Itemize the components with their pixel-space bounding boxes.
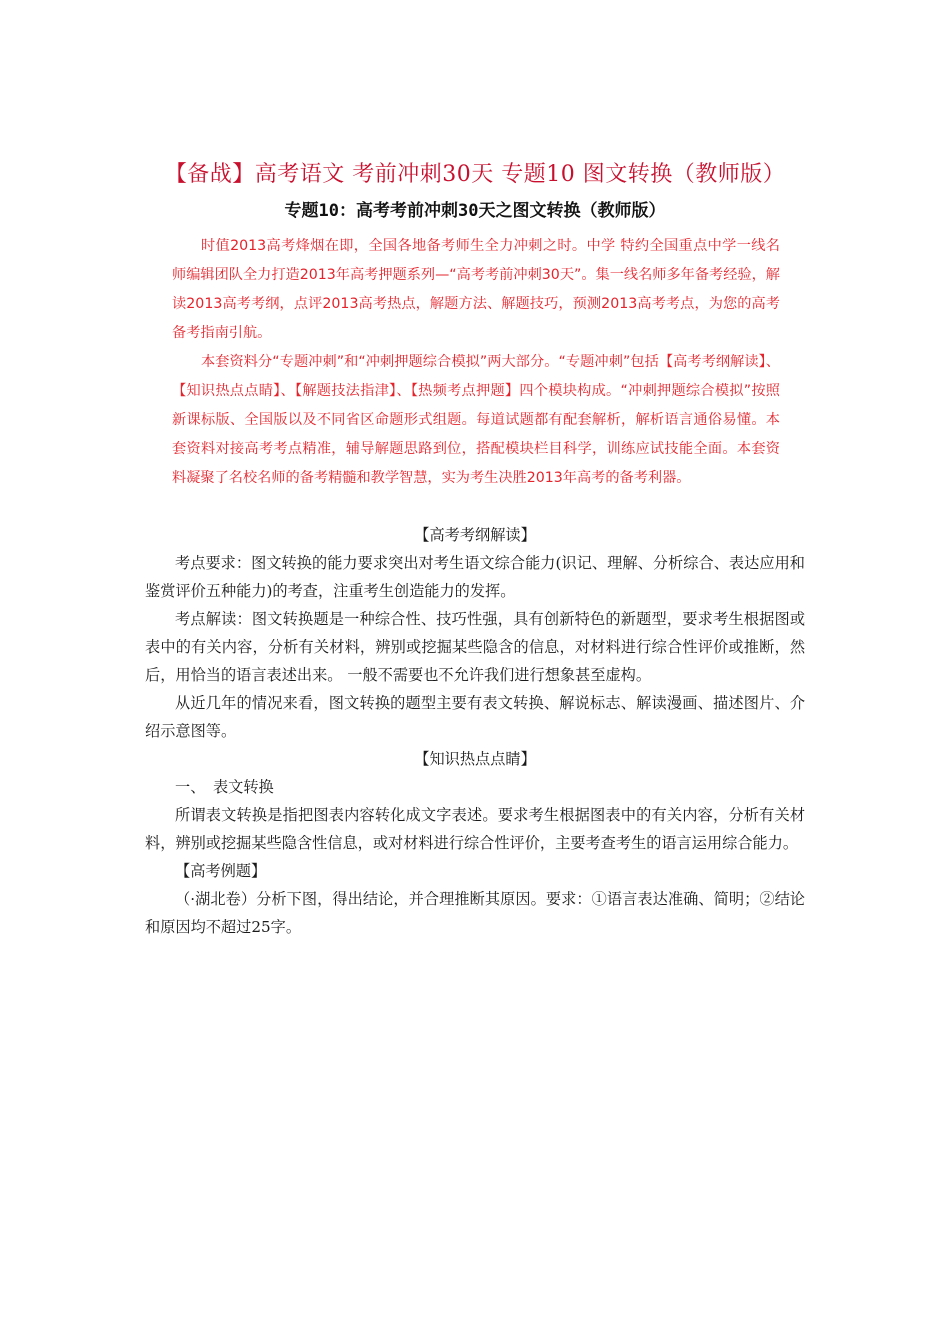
paragraph-question-types: 从近几年的情况来看，图文转换的题型主要有表文转换、解说标志、解读漫画、描述图片、介绍示意图等。 bbox=[145, 694, 805, 740]
paragraph-table-conversion: 所谓表文转换是指把图表内容转化成文字表述。要求考生根据图表中的有关内容，分析有关材料，辨别或挖掘某些隐含性信息，或对材料进行综合性评价，主要考查考生的语言运用综合能力。 bbox=[145, 806, 805, 852]
list-item-table-conversion: 一、 表文转换 bbox=[175, 778, 274, 796]
example-heading: 【高考例题】 bbox=[175, 862, 267, 880]
paragraph-example-question: （·湖北卷）分析下图，得出结论，并合理推断其原因。要求：①语言表达准确、简明；②结论和原因均不超过25字。 bbox=[145, 890, 805, 936]
section-heading-exam-outline: 【高考考纲解读】 bbox=[414, 526, 536, 544]
document-subtitle: 专题10：高考考前冲刺30天之图文转换（教师版） bbox=[284, 201, 666, 221]
paragraph-interpretation: 考点解读：图文转换题是一种综合性、技巧性强，具有创新特色的新题型，要求考生根据图或表中的有关内容，分析有关材料，辨别或挖掘某些隐含的信息，对材料进行综合性评价或推断，然后，用恰当的语言表述出来。 一般不需要也不允许我们进行想象甚至虚构。 bbox=[145, 610, 805, 684]
promo-paragraph-2: 本套资料分“专题冲刺”和“冲刺押题综合模拟”两大部分。“专题冲刺”包括【高考考纲解读】、【知识热点点睛】、【解题技法指津】、【热频考点押题】四个模块构成。“冲刺押题综合模拟”按照新课标版、全国版以及不同省区命题形式组题。每道试题都有配套解析，解析语言通俗易懂。本套资料对接高考考点精准，辅导解题思路到位，搭配模块栏目科学，训练应试技能全面。本套资料凝聚了名校名师的备考精髓和教学智慧，实为考生决胜2013年高考的备考利器。 bbox=[172, 354, 780, 486]
body-text bbox=[145, 521, 805, 941]
document-title: 【备战】高考语文 考前冲刺30天 专题10 图文转换（教师版） bbox=[164, 162, 786, 187]
section-heading-knowledge: 【知识热点点睛】 bbox=[414, 750, 536, 768]
paragraph-requirement: 考点要求：图文转换的能力要求突出对考生语文综合能力(识记、理解、分析综合、表达应用和鉴赏评价五种能力)的考查，注重考生创造能力的发挥。 bbox=[145, 554, 805, 600]
promo-paragraph-1: 时值2013高考烽烟在即，全国各地备考师生全力冲刺之时。中学 特约全国重点中学一线名师编辑团队全力打造2013年高考押题系列—“高考考前冲刺30天”。集一线名师多年备考经验，解读2013高考考纲，点评2013高考热点，解题方法、解题技巧，预测2013高考考点，为您的高考备考指南引航。 bbox=[172, 238, 780, 341]
promo-block bbox=[172, 232, 780, 493]
